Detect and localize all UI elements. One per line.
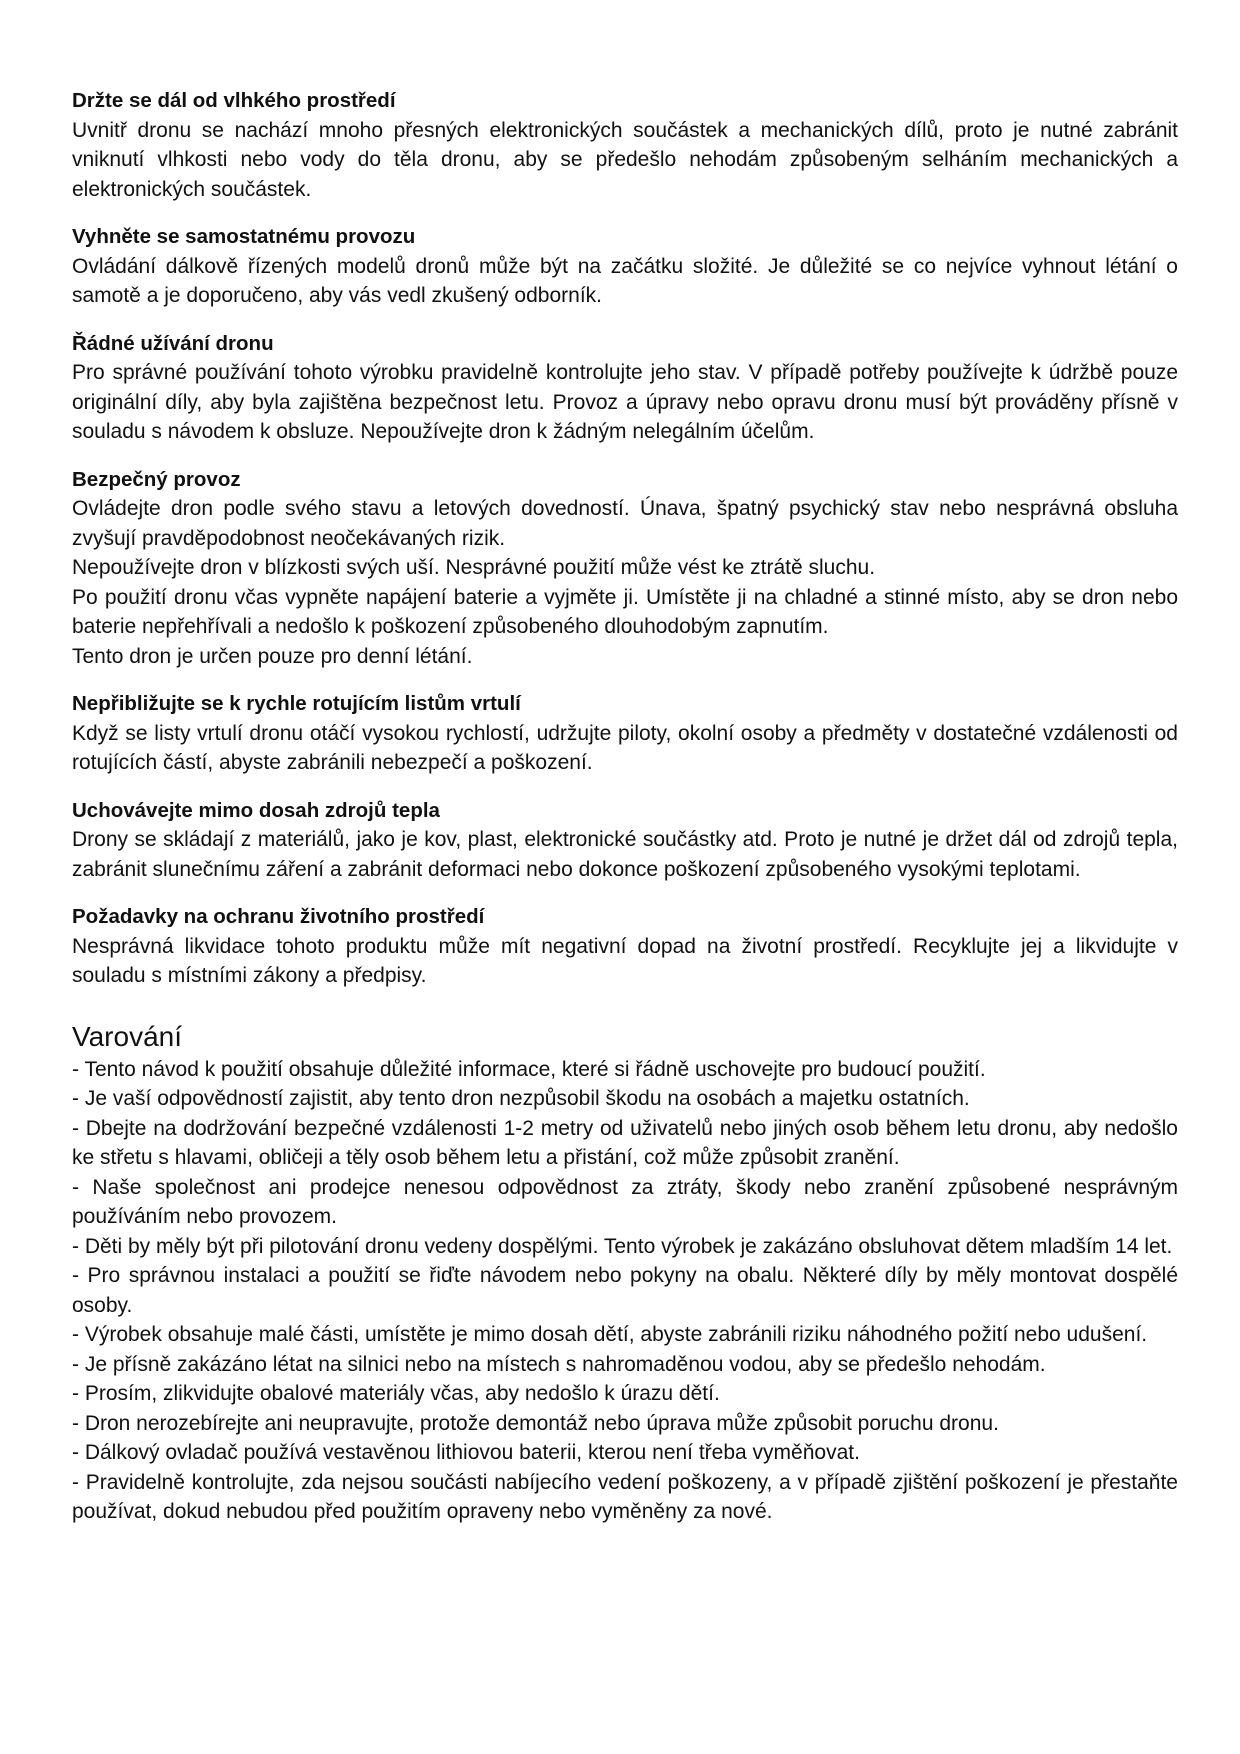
warning-item: - Dron nerozebírejte ani neupravujte, protože demontáž nebo úprava může způsobit poruchu dronu. (72, 1411, 999, 1435)
section-title: Řádné užívání dronu (72, 331, 274, 355)
section-paragraph: Ovládání dálkově řízených modelů dronů může být na začátku složité. Je důležité se co nejvíce vyhnout létání o samotě a je doporučeno, aby vás vedl zkušený odborník. (72, 254, 1178, 307)
section-title: Bezpečný provoz (72, 467, 241, 491)
section-title: Vyhněte se samostatnému provozu (72, 225, 416, 248)
warning-item: - Dbejte na dodržování bezpečné vzdálenosti 1-2 metry od uživatelů nebo jiných osob během letu dronu, aby nedošlo ke střetu s hlavami, obličeji a těly osob během letu a přistání, což může způsobit zranění. (72, 1116, 1178, 1169)
section-paragraph: Drony se skládají z materiálů, jako je kov, plast, elektronické součástky atd. Proto je nutné je držet dál od zdrojů tepla, zabránit slunečnímu záření a zabránit deformaci nebo dokonce poškození způsobeného vysokými teplotami. (72, 828, 1178, 881)
section-paragraph: Nesprávná likvidace tohoto produktu může mít negativní dopad na životní prostředí. Recyklujte jej a likvidujte v souladu s místními zákony a předpisy. (72, 934, 1178, 987)
section (72, 222, 1178, 311)
section-paragraph: Uvnitř dronu se nachází mnoho přesných elektronických součástek a mechanických dílů, proto je nutné zabránit vniknutí vlhkosti nebo vody do těla dronu, aby se předešlo nehodám způsobeným selháním mechanických a elektronických součástek. (72, 118, 1178, 201)
section-title: Uchovávejte mimo dosah zdrojů tepla (72, 798, 440, 822)
section (72, 796, 1178, 885)
warning-item: - Tento návod k použití obsahuje důležité informace, které si řádně uschovejte pro budoucí použití. (72, 1057, 986, 1081)
warning-item: - Dálkový ovladač používá vestavěnou lithiovou baterii, kterou není třeba vyměňovat. (72, 1441, 860, 1464)
document-page (72, 86, 1178, 1527)
warning-item: - Pro správnou instalaci a použití se řiďte návodem nebo pokyny na obalu. Některé díly by měly montovat dospělé osoby. (72, 1264, 1178, 1317)
section (72, 329, 1178, 447)
warning-item: - Je vaší odpovědností zajistit, aby tento dron nezpůsobil škodu na osobách a majetku ostatních. (72, 1087, 970, 1110)
warning-item: - Pravidelně kontrolujte, zda nejsou součásti nabíjecího vedení poškozeny, a v případě zjištění poškození je přestaňte používat, dokud nebudou před použitím opraveny nebo vyměněny za nové. (72, 1470, 1178, 1523)
section-paragraph: Pro správné používání tohoto výrobku pravidelně kontrolujte jeho stav. V případě potřeby používejte k údržbě pouze originální díly, aby byla zajištěna bezpečnost letu. Provoz a úpravy nebo opravu dronu musí být prováděny přísně v souladu s návodem k obsluze. Nepoužívejte dron k žádným nelegálním účelům. (72, 361, 1178, 443)
warning-item: - Prosím, zlikvidujte obalové materiály včas, aby nedošlo k úrazu dětí. (72, 1382, 720, 1405)
warning-item: - Je přísně zakázáno létat na silnici nebo na místech s nahromaděnou vodou, aby se předešlo nehodám. (72, 1352, 1046, 1376)
section (72, 689, 1178, 778)
warning-section (72, 1019, 1178, 1527)
section-title: Držte se dál od vlhkého prostředí (72, 89, 396, 112)
section-paragraph: Nepoužívejte dron v blízkosti svých uší. Nesprávné použití může vést ke ztrátě sluchu. (72, 556, 876, 579)
section-paragraph: Ovládejte dron podle svého stavu a letových dovedností. Únava, špatný psychický stav nebo nesprávná obsluha zvyšují pravděpodobnost neočekávaných rizik. (72, 497, 1178, 550)
section-title: Požadavky na ochranu životního prostředí (72, 905, 485, 928)
section-paragraph: Tento dron je určen pouze pro denní létání. (72, 644, 473, 668)
warning-item: - Naše společnost ani prodejce nenesou odpovědnost za ztráty, škody nebo zranění způsobené nesprávným používáním nebo provozem. (72, 1175, 1178, 1228)
sections (72, 86, 1178, 991)
section (72, 86, 1178, 204)
section-title: Nepřibližujte se k rychle rotujícím listům vrtulí (72, 692, 521, 715)
section-paragraph: Když se listy vrtulí dronu otáčí vysokou rychlostí, udržujte piloty, okolní osoby a předměty v dostatečné vzdálenosti od rotujících částí, abyste zabránili nebezpečí a poškození. (72, 721, 1178, 774)
warning-item: - Děti by měly být při pilotování dronu vedeny dospělými. Tento výrobek je zakázáno obsluhovat dětem mladším 14 let. (72, 1234, 1173, 1258)
warning-list (72, 1055, 1178, 1527)
section (72, 902, 1178, 991)
section-paragraph: Po použití dronu včas vypněte napájení baterie a vyjměte ji. Umístěte ji na chladné a stinné místo, aby se dron nebo baterie nepřehřívali a nedošlo k poškození způsobeného dlouhodobým zapnutím. (72, 585, 1178, 638)
section (72, 465, 1178, 672)
warning-item: - Výrobek obsahuje malé části, umístěte je mimo dosah dětí, abyste zabránili riziku náhodného požití nebo udušení. (72, 1323, 1148, 1346)
warning-title: Varování (72, 1020, 182, 1052)
